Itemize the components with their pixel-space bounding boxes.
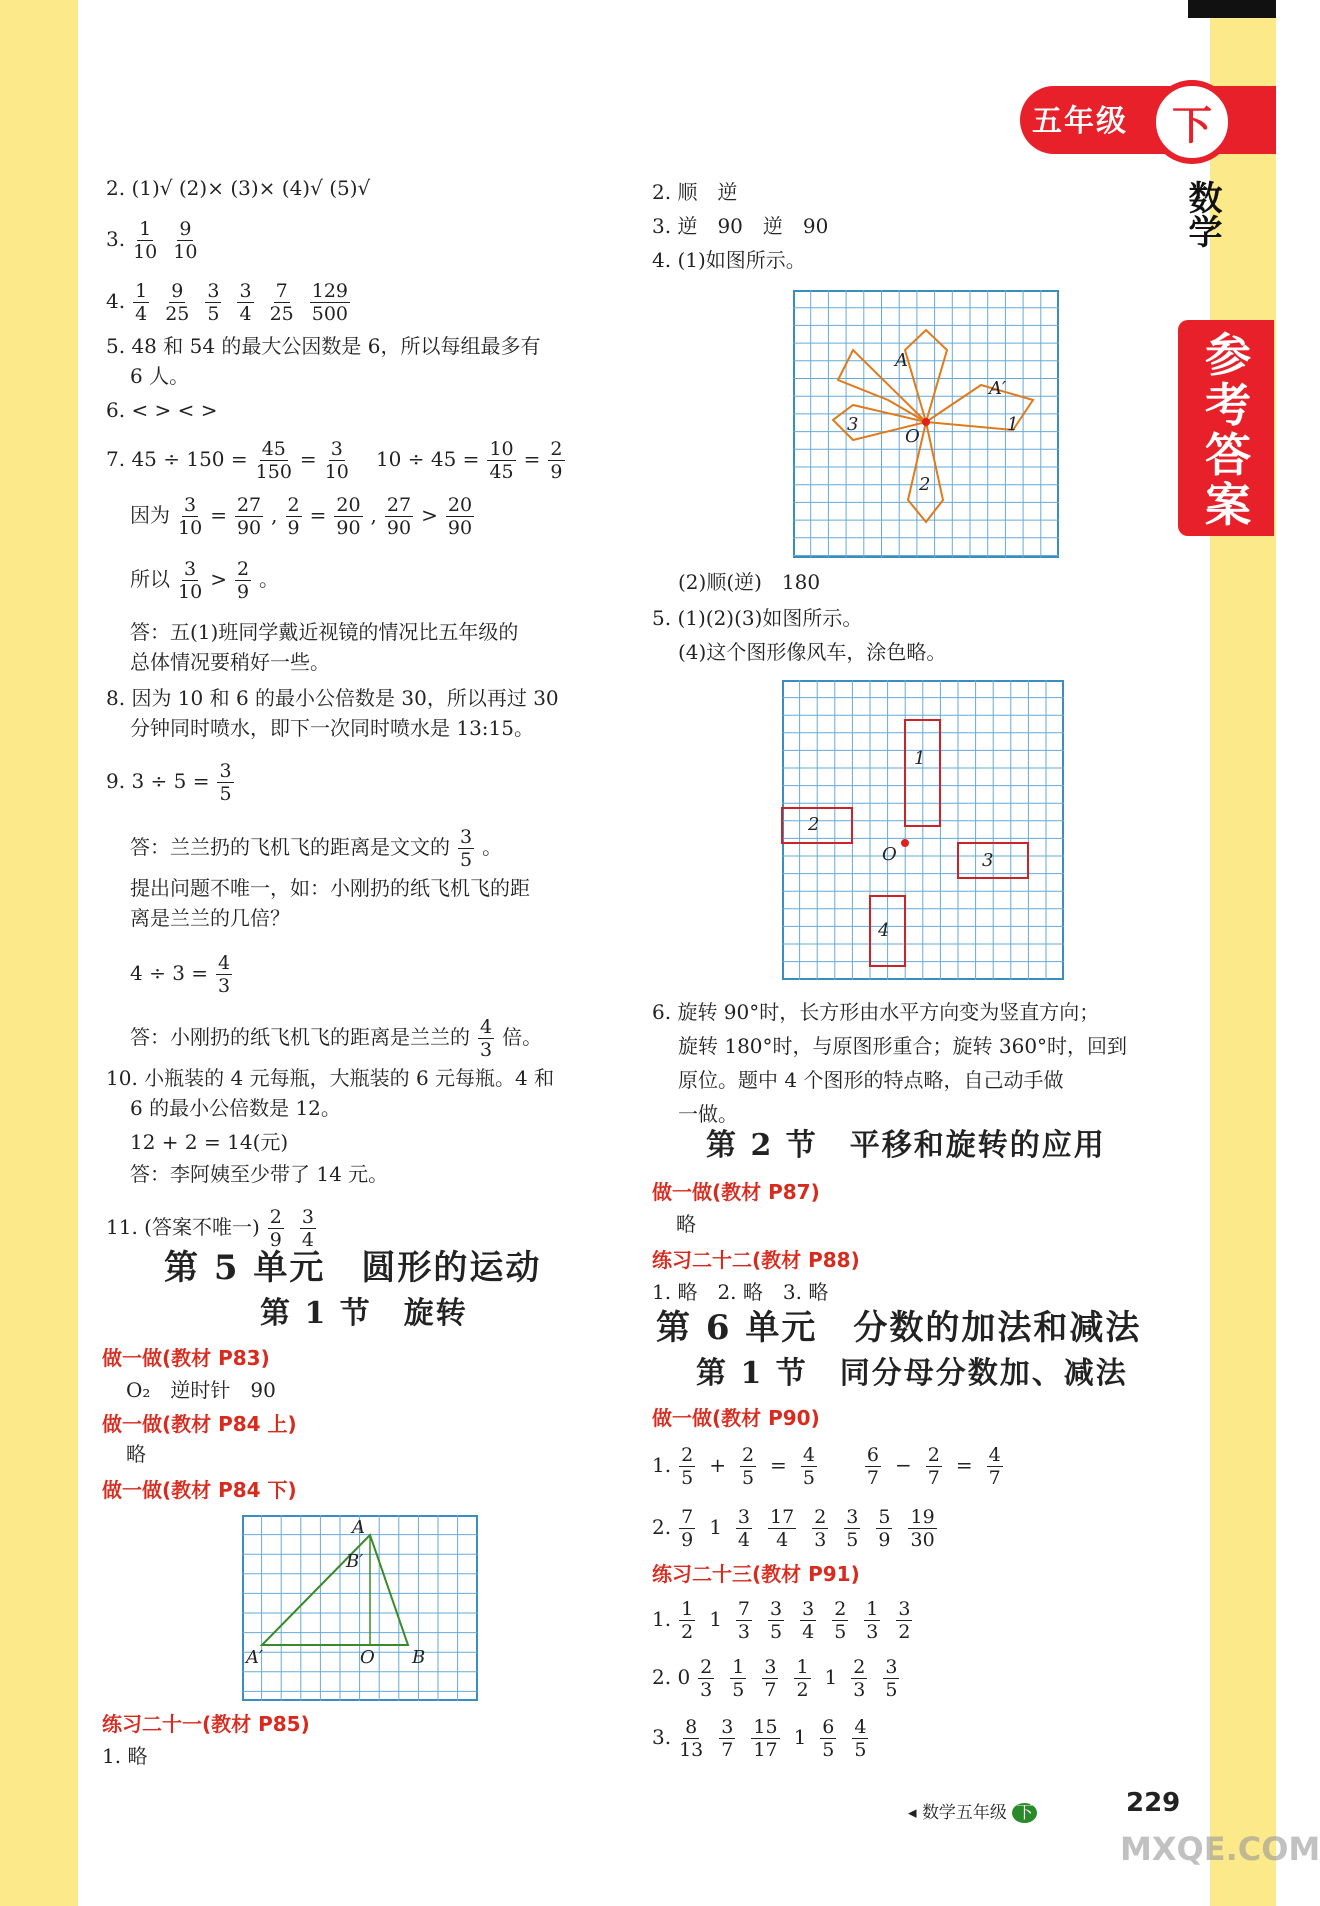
exercise-22: 练习二十二(教材 P88) [652,1248,860,1272]
fraction: $\frac{129}{500}$ [311,280,349,325]
label-2: 2 [808,814,820,835]
fraction: $\frac{9}{25}$ [165,280,190,325]
q6-line: 6. < > < > [106,398,218,422]
label-A: A [895,350,908,371]
right-bar [1210,0,1276,1906]
q8-line: 8. 因为 10 和 6 的最小公倍数是 30，所以再过 30 [106,686,559,710]
fraction: $\frac{1}{3}$ [866,1598,879,1643]
q9-question: 提出问题不唯一，如：小刚扔的纸飞机飞的距 [130,876,530,900]
fraction: $\frac{2}{7}$ [927,1444,940,1489]
label-A-prime: A′ [246,1647,264,1668]
q10-answer: 答：李阿姨至少带了 14 元。 [130,1162,389,1186]
fraction: $\frac{2}{3}$ [853,1656,866,1701]
q2-line: 2. (1)√ (2)× (3)× (4)√ (5)√ [106,176,371,200]
exercise-p84a: 做一做(教材 P84 上) [102,1412,297,1436]
fraction: $\frac{20}{90}$ [447,494,473,539]
center-point [922,418,930,426]
answer-tab-label: 参考答案 [1205,328,1251,532]
fraction: $\frac{5}{9}$ [878,1506,891,1551]
fraction: $\frac{3}{4}$ [239,280,252,325]
q3-line: 3. $\frac{1}{10}$ $\frac{9}{10}$ [106,218,198,263]
q7-answer: 答：五(1)班同学戴近视镜的情况比五年级的 [130,620,519,644]
fraction: $\frac{6}{5}$ [822,1716,835,1761]
fraction: $\frac{3}{10}$ [324,438,349,483]
label-A-prime: A′ [989,378,1007,399]
label-4: 4 [878,920,890,941]
fraction: $\frac{3}{5}$ [770,1598,783,1643]
grade-label: 五年级 [1032,104,1128,139]
q7-line: 7. 45 ÷ 150 = $\frac{45}{150}$ = $\frac{3}{10}$ 10 ÷ 45 = $\frac{10}{45}$ = $\frac{2}{9}$ [106,438,563,483]
fraction: $\frac{3}{4}$ [737,1506,751,1551]
fraction: $\frac{1}{2}$ [796,1656,809,1701]
fraction: $\frac{1}{10}$ [133,218,158,263]
q9-line: 9. 3 ÷ 5 = $\frac{3}{5}$ [106,760,232,805]
section2-title: 第 2 节 平移和旋转的应用 [706,1128,1106,1163]
unit5-title: 第 5 单元 圆形的运动 [164,1248,542,1288]
fraction: $\frac{7}{25}$ [269,280,294,325]
q7-conclusion: 所以 $\frac{3}{10}$ > $\frac{2}{9}$ 。 [130,558,280,603]
fraction: $\frac{20}{90}$ [336,494,361,539]
fraction: $\frac{3}{5}$ [219,760,232,805]
fraction: $\frac{4}{7}$ [988,1444,1001,1489]
exercise-p83: 做一做(教材 P83) [102,1346,270,1370]
q7-compare: 因为 $\frac{3}{10}$ = $\frac{27}{90}$ , $\frac{2}{9}$ = $\frac{20}{90}$ , $\frac{27}{90}$ > $\frac{20}{90}$ [130,494,473,539]
fraction: $\frac{7}{9}$ [681,1506,694,1551]
fraction: $\frac{2}{9}$ [287,494,300,539]
q9-question2: 离是兰兰的几倍？ [130,906,290,930]
q8-line2: 分钟同时喷水，即下一次同时喷水是 13:15。 [130,716,534,740]
term-badge: 下 [1150,80,1234,164]
ex21-answer: 1. 略 [102,1744,148,1768]
fraction: $\frac{4}{5}$ [802,1444,815,1489]
label-O: O [882,844,897,865]
footer-term: 下 [1012,1803,1037,1823]
fraction: $\frac{3}{10}$ [178,558,203,603]
label-3: 3 [847,414,859,435]
center-point [901,839,909,847]
subject-label: 数学 [1182,180,1222,248]
top-corner [1188,0,1276,18]
fraction: $\frac{2}{9}$ [269,1206,282,1251]
label-2: 2 [919,474,931,495]
r6-line3: 原位。题中 4 个图形的特点略，自己动手做 [678,1068,1064,1092]
q10-calc: 12 + 2 = 14(元) [130,1130,289,1154]
fraction: $\frac{3}{7}$ [764,1656,777,1701]
fraction: $\frac{2}{3}$ [700,1656,713,1701]
fraction: $\frac{2}{9}$ [236,558,250,603]
fraction: $\frac{3}{10}$ [178,494,203,539]
q10-line: 10. 小瓶装的 4 元每瓶，大瓶装的 6 元每瓶。4 和 [106,1066,555,1090]
e23-row1: 1. $\frac{1}{2}$ 1 $\frac{7}{3}$ $\frac{3}{5}$ $\frac{3}{4}$ $\frac{2}{5}$ $\frac{1}{3}$ $\frac{3}{2}$ [652,1598,911,1643]
fraction: $\frac{17}{4}$ [770,1506,795,1551]
label-O: O [360,1647,375,1668]
fraction: $\frac{6}{7}$ [866,1444,879,1489]
fraction: $\frac{3}{4}$ [802,1598,815,1643]
page-number: 229 [1126,1788,1181,1818]
rotation-figure-2 [782,680,1064,980]
fraction: $\frac{4}{3}$ [480,1016,493,1061]
r2-line: 2. 顺 逆 [652,180,738,204]
p90-row2: 2. $\frac{7}{9}$ 1 $\frac{3}{4}$ $\frac{17}{4}$ $\frac{2}{3}$ $\frac{3}{5}$ $\frac{5}{9}$ $\frac{19}{30}$ [652,1506,935,1551]
fraction: $\frac{4}{5}$ [854,1716,867,1761]
fraction: $\frac{2}{5}$ [681,1444,694,1489]
p87-answer: 略 [676,1212,696,1236]
ex22-answer: 1. 略 2. 略 3. 略 [652,1280,829,1304]
label-3: 3 [982,850,994,871]
fraction: $\frac{2}{3}$ [814,1506,827,1551]
r3-line: 3. 逆 90 逆 90 [652,214,829,238]
q9-answer: 答：兰兰扔的飞机飞的距离是文文的 $\frac{3}{5}$ 。 [130,826,503,871]
fraction: $\frac{15}{17}$ [753,1716,778,1761]
fraction: $\frac{9}{10}$ [173,218,198,263]
fraction: $\frac{27}{90}$ [386,494,412,539]
e23-row3: 3. $\frac{8}{13}$ $\frac{3}{7}$ $\frac{15}{17}$ 1 $\frac{6}{5}$ $\frac{4}{5}$ [652,1716,867,1761]
fraction: $\frac{8}{13}$ [679,1716,704,1761]
r5a-line: 5. (1)(2)(3)如图所示。 [652,606,863,630]
exercise-p90: 做一做(教材 P90) [652,1406,820,1430]
q10-line2: 6 的最小公倍数是 12。 [130,1096,341,1120]
p90-row1: 1. $\frac{2}{5}$ + $\frac{2}{5}$ = $\frac{4}{5}$ $\frac{6}{7}$ − $\frac{2}{7}$ = $\frac{4}{7}$ [652,1444,1001,1489]
q5-line: 5. 48 和 54 的最大公因数是 6，所以每组最多有 [106,334,541,358]
e23-row2: 2. 0 $\frac{2}{3}$ $\frac{1}{5}$ $\frac{3}{7}$ $\frac{1}{2}$ 1 $\frac{2}{3}$ $\frac{3}{5}$ [652,1656,898,1701]
fraction: $\frac{3}{5}$ [460,826,473,871]
fraction: $\frac{2}{5}$ [834,1598,847,1643]
p83-answer: O₂ 逆时针 90 [126,1378,276,1402]
fraction: $\frac{4}{3}$ [218,952,231,997]
r6-line2: 旋转 180°时，与原图形重合；旋转 360°时，回到 [678,1034,1128,1058]
fraction: $\frac{3}{5}$ [846,1506,859,1551]
fraction: $\frac{7}{3}$ [737,1598,751,1643]
q9-calc: 4 ÷ 3 = $\frac{4}{3}$ [130,952,231,997]
section1-title: 第 1 节 旋转 [260,1296,468,1331]
q5-line2: 6 人。 [130,364,190,388]
fraction: $\frac{10}{45}$ [489,438,514,483]
r6-line4: 一做。 [678,1102,738,1126]
label-1: 1 [914,748,926,769]
fraction: $\frac{3}{7}$ [721,1716,734,1761]
fraction: $\frac{1}{2}$ [681,1598,694,1643]
r5b-line: (4)这个图形像风车，涂色略。 [678,640,947,664]
fraction: $\frac{1}{5}$ [732,1656,745,1701]
label-O: O [905,426,920,447]
label-A: A [352,1517,365,1538]
exercise-23: 练习二十三(教材 P91) [652,1562,860,1586]
footer-label: ◂ 数学五年级 下 [908,1798,1037,1823]
r6-line1: 6. 旋转 90°时，长方形由水平方向变为竖直方向； [652,1000,1100,1024]
q11-line: 11. (答案不唯一) $\frac{2}{9}$ $\frac{3}{4}$ [106,1206,314,1251]
fraction: $\frac{3}{5}$ [207,280,220,325]
q9-answer2: 答：小刚扔的纸飞机飞的距离是兰兰的 $\frac{4}{3}$ 倍。 [130,1016,543,1061]
r4-line: 4. (1)如图所示。 [652,248,806,272]
q7-answer2: 总体情况要稍好一些。 [130,650,330,674]
r4b-line: (2)顺(逆) 180 [678,570,821,594]
label-B: B [412,1647,426,1668]
q4-line: 4. $\frac{1}{4}$ $\frac{9}{25}$ $\frac{3}{5}$ $\frac{3}{4}$ $\frac{7}{25}$ $\frac{129}{500}$ [106,280,349,325]
exercise-p87: 做一做(教材 P87) [652,1180,820,1204]
fraction: $\frac{1}{4}$ [135,280,148,325]
fraction: $\frac{27}{90}$ [236,494,262,539]
fraction: $\frac{3}{4}$ [301,1206,314,1251]
exercise-p84b: 做一做(教材 P84 下) [102,1478,297,1502]
rotation-figure-1 [793,290,1059,558]
exercise-21: 练习二十一(教材 P85) [102,1712,310,1736]
label-1: 1 [1007,414,1019,435]
unit6-title: 第 6 单元 分数的加法和减法 [656,1308,1142,1348]
fraction: $\frac{3}{2}$ [898,1598,911,1643]
section6-1-title: 第 1 节 同分母分数加、减法 [696,1356,1128,1391]
fraction: $\frac{19}{30}$ [910,1506,935,1551]
footer-text: 数学五年级 [921,1803,1007,1823]
fraction: $\frac{2}{5}$ [741,1444,755,1489]
label-B-prime: B′ [346,1551,364,1572]
p84a-answer: 略 [126,1442,146,1466]
watermark: MXQE.COM [1120,1830,1320,1868]
fraction: $\frac{3}{5}$ [885,1656,898,1701]
triangle-figure [242,1515,478,1701]
fraction: $\frac{45}{150}$ [255,438,292,483]
fraction: $\frac{2}{9}$ [550,438,563,483]
left-stripe [0,0,78,1906]
